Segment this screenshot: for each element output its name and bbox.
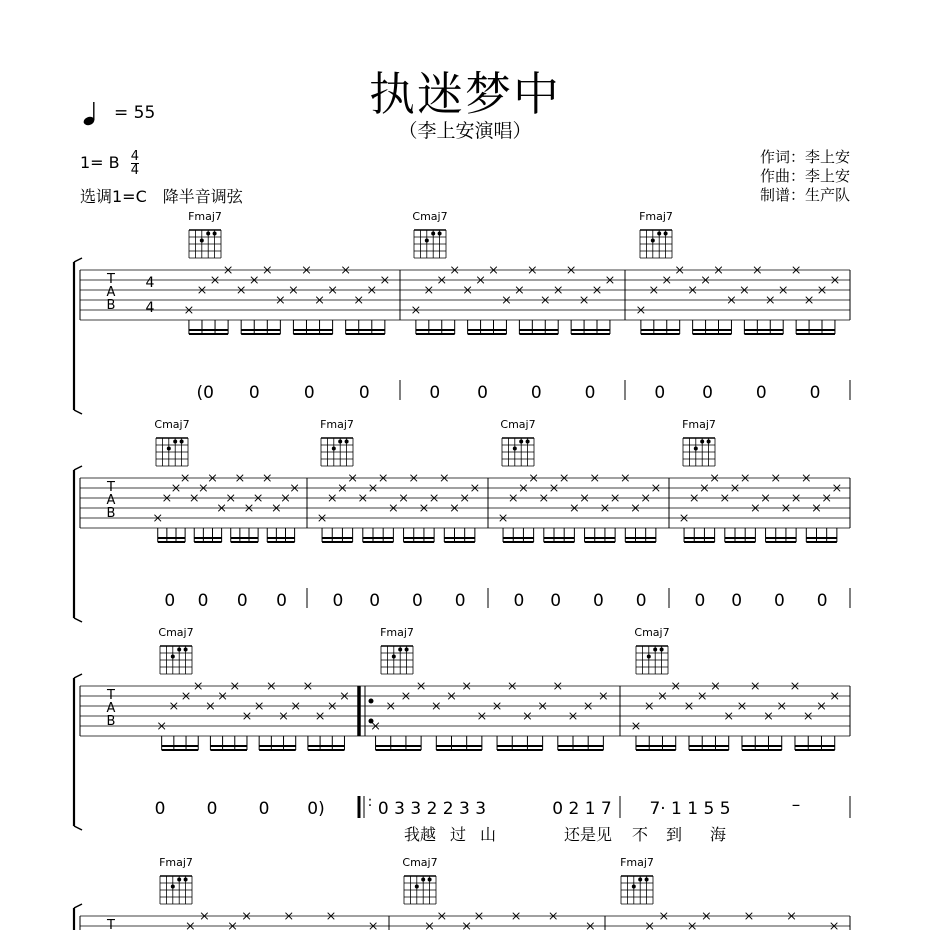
time-sig-top: 4 [130, 149, 140, 164]
chord-dot [345, 440, 349, 444]
chord-diagram-cmaj7 [412, 210, 447, 258]
chord-diagram-fmaj7 [320, 418, 354, 466]
chord-dot [213, 232, 217, 236]
lyric-word: 过 [449, 825, 467, 844]
chord-dot [392, 655, 396, 659]
jianpu-note: 0 [412, 591, 423, 611]
chord-name: Fmaj7 [380, 626, 414, 639]
chord-name: Fmaj7 [682, 418, 716, 431]
tab-letter-t: T [107, 480, 115, 495]
chord-name: Cmaj7 [158, 626, 194, 639]
lyric-word: 还是见 [563, 825, 613, 844]
lyric-word: 我越 [403, 825, 437, 844]
jianpu-note: 0 [236, 591, 248, 611]
time-sig-bottom: 4 [130, 163, 140, 178]
song-subtitle: （李上安演唱） [398, 120, 532, 142]
system-bracket-hook [74, 826, 82, 830]
lyric-word: 山 [479, 825, 497, 844]
chord-dot [415, 885, 419, 889]
tab-time-sig-bottom: 4 [145, 300, 155, 316]
jianpu-note: 0 [809, 383, 821, 403]
system-bracket-hook [74, 466, 82, 470]
jianpu-note: 0 [248, 383, 260, 403]
song-title: 执迷梦中 [369, 67, 561, 121]
jianpu-note: 0 [276, 591, 287, 611]
jianpu-note: (0 [196, 383, 214, 403]
jianpu-melody: 7· 1 1 5 5 [649, 799, 731, 819]
chord-dot [332, 447, 336, 451]
system-bracket-hook [74, 258, 82, 262]
lyric-word: 到 [665, 825, 683, 844]
jianpu-note: 0 [774, 591, 785, 611]
tempo-value: = 55 [114, 103, 156, 123]
tab-letter-b: B [106, 298, 116, 313]
jianpu-note: 0 [197, 591, 209, 611]
jianpu-repeat-dots: : [367, 794, 373, 810]
jianpu-note: 0 [429, 383, 441, 403]
jianpu-note: 0 [635, 591, 647, 611]
chord-dot [171, 655, 175, 659]
chord-dot [428, 878, 432, 882]
chord-dot [171, 885, 175, 889]
tab-letter-a: A [106, 493, 116, 508]
jianpu-note: 0 [584, 383, 596, 403]
chord-diagram-cmaj7 [158, 626, 193, 674]
jianpu-note: 0 [702, 383, 713, 403]
lyric-word: 不 [631, 825, 649, 844]
chord-diagram-fmaj7 [380, 626, 414, 674]
jianpu-note: 0 [731, 591, 743, 611]
jianpu-note: 0 [454, 591, 466, 611]
chord-dot [638, 878, 642, 882]
chord-dot [632, 885, 636, 889]
chord-name: Fmaj7 [620, 856, 654, 869]
tab-letter-a: A [106, 285, 116, 300]
jianpu-note: 0 [206, 799, 218, 819]
chord-name: Fmaj7 [159, 856, 193, 869]
jianpu-note: 0 [530, 383, 542, 403]
jianpu-note: 0 [654, 383, 666, 403]
jianpu-note: 0 [154, 799, 166, 819]
tab-letter-t: T [107, 272, 115, 287]
chord-dot [707, 440, 711, 444]
jianpu-note: 0 [694, 591, 706, 611]
chord-dot [184, 878, 188, 882]
lyric-word: 海 [709, 825, 727, 844]
chord-dot [425, 239, 429, 243]
chord-dot [660, 648, 664, 652]
tab-letter-b: B [106, 714, 116, 729]
jianpu-note: 0 [593, 591, 604, 611]
jianpu-note: 0) [307, 799, 325, 819]
chord-dot [177, 648, 181, 652]
chord-dot [657, 232, 661, 236]
chord-name: Cmaj7 [402, 856, 438, 869]
chord-dot [338, 440, 342, 444]
chord-name: Fmaj7 [188, 210, 222, 223]
jianpu-melody: 0 2 1 7 [552, 799, 612, 819]
system-bracket-hook [74, 410, 82, 414]
chord-dot [645, 878, 649, 882]
tab-letter-t: T [107, 918, 115, 930]
key-label: 1= B [80, 153, 120, 172]
chord-dot [398, 648, 402, 652]
system-bracket-hook [74, 618, 82, 622]
jianpu-note: 0 [550, 591, 562, 611]
chord-diagram-fmaj7 [188, 210, 222, 258]
chord-dot [206, 232, 210, 236]
jianpu-note: 0 [332, 591, 344, 611]
chord-dot [664, 232, 668, 236]
chord-dot [526, 440, 530, 444]
system-bracket-hook [74, 904, 82, 908]
chord-dot [438, 232, 442, 236]
chord-name: Cmaj7 [154, 418, 190, 431]
chord-name: Fmaj7 [320, 418, 354, 431]
arranger-credit: 制谱：生产队 [759, 186, 850, 204]
chord-dot [405, 648, 409, 652]
jianpu-note: 0 [258, 799, 270, 819]
jianpu-note: 0 [755, 383, 767, 403]
tab-time-sig-top: 4 [145, 275, 155, 291]
tab-letter-t: T [107, 688, 115, 703]
chord-name: Cmaj7 [634, 626, 670, 639]
chord-diagram-cmaj7 [634, 626, 669, 674]
chord-dot [184, 648, 188, 652]
chord-diagram-cmaj7 [500, 418, 535, 466]
chord-dot [421, 878, 425, 882]
chord-dot [694, 447, 698, 451]
chord-diagram-cmaj7 [402, 856, 437, 904]
chord-dot [177, 878, 181, 882]
system-bracket-hook [74, 674, 82, 678]
chord-dot [180, 440, 184, 444]
chord-diagram-fmaj7 [620, 856, 654, 904]
chord-dot [651, 239, 655, 243]
jianpu-note: 0 [358, 383, 370, 403]
capo-note: 选调1=C 降半音调弦 [80, 187, 243, 206]
jianpu-dash: – [791, 795, 801, 815]
tab-letter-b: B [106, 506, 116, 521]
tab-letter-a: A [106, 701, 116, 716]
chord-diagram-cmaj7 [154, 418, 189, 466]
chord-dot [647, 655, 651, 659]
chord-dot [700, 440, 704, 444]
chord-dot [173, 440, 177, 444]
jianpu-melody: 0 3 3 2 2 3 3 [377, 799, 487, 819]
chord-diagram-fmaj7 [159, 856, 193, 904]
chord-dot [167, 447, 171, 451]
chord-dot [513, 447, 517, 451]
repeat-dot [369, 699, 374, 704]
chord-name: Cmaj7 [500, 418, 536, 431]
chord-dot [519, 440, 523, 444]
chord-name: Cmaj7 [412, 210, 448, 223]
jianpu-note: 0 [164, 591, 176, 611]
chord-dot [431, 232, 435, 236]
jianpu-note: 0 [477, 383, 488, 403]
chord-dot [200, 239, 204, 243]
jianpu-note: 0 [303, 383, 315, 403]
chord-diagram-fmaj7 [682, 418, 716, 466]
composer-credit: 作曲：李上安 [759, 167, 850, 185]
jianpu-note: 0 [816, 591, 828, 611]
lyricist-credit: 作词：李上安 [759, 148, 850, 166]
chord-diagram-fmaj7 [639, 210, 673, 258]
jianpu-note: 0 [513, 591, 525, 611]
chord-dot [653, 648, 657, 652]
chord-name: Fmaj7 [639, 210, 673, 223]
jianpu-note: 0 [369, 591, 381, 611]
